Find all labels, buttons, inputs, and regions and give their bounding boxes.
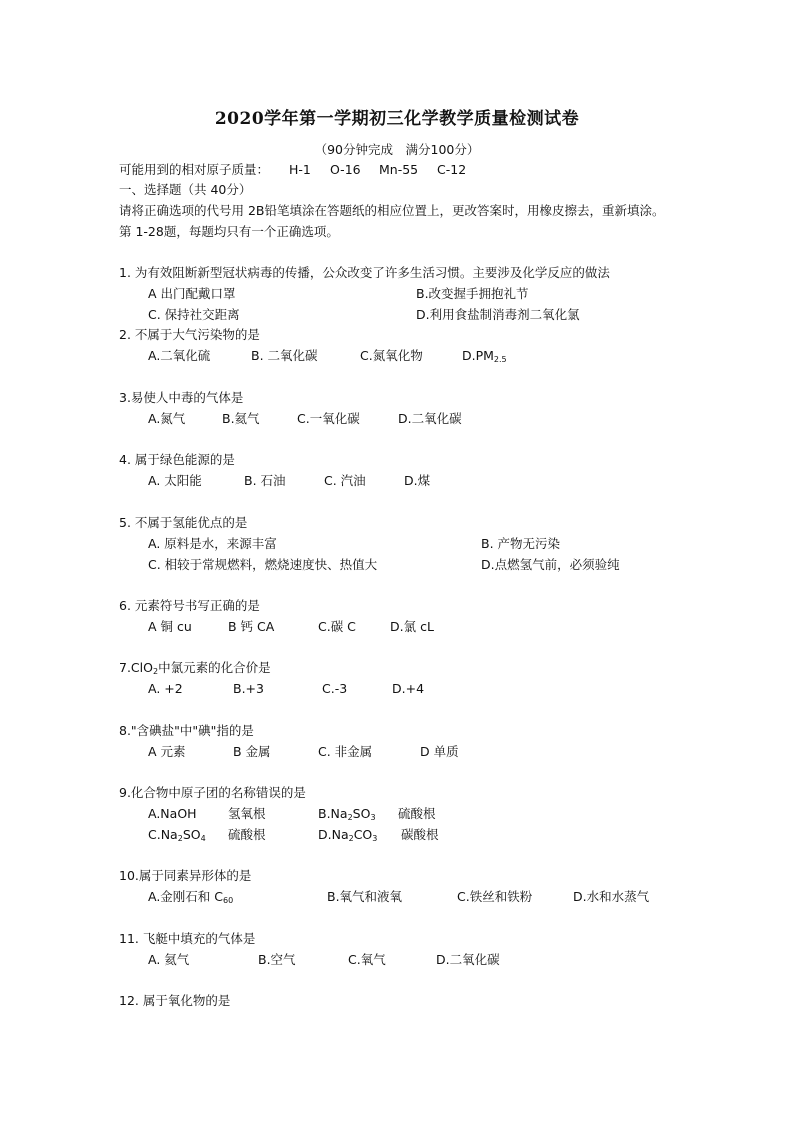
q9-d-sub1: 2	[348, 834, 354, 843]
q9-b-sub2: 3	[370, 813, 376, 822]
q2-option-a: A.二氧化硫	[148, 348, 211, 363]
q6-option-b: B 钙 CA	[228, 619, 275, 634]
q9-option-d-name: 碳酸根	[401, 827, 439, 842]
section-title: 一、选择题（共 40分）	[119, 182, 252, 197]
q9-b-part1: B.Na	[318, 806, 348, 821]
question-2-stem: 2. 不属于大气污染物的是	[119, 327, 260, 342]
q4-option-d: D.煤	[404, 473, 431, 488]
q3-option-d: D.二氧化碳	[398, 411, 462, 426]
q9-c-sub2: 4	[200, 834, 206, 843]
q3-option-c: C.一氧化碳	[297, 411, 360, 426]
q6-option-c: C.碳 C	[318, 619, 356, 634]
q10-option-b: B.氧气和液氧	[327, 889, 403, 904]
q9-option-d-formula	[318, 827, 377, 843]
q6-option-d: D.氯 cL	[390, 619, 434, 634]
question-7-stem	[119, 660, 271, 676]
q5-option-b: B. 产物无污染	[481, 536, 561, 551]
question-10-stem: 10.属于同素异形体的是	[119, 868, 252, 883]
atomic-mass-o: O-16	[330, 162, 361, 177]
q7-stem-formula: 7.ClO	[119, 660, 153, 675]
question-3-stem: 3.易使人中毒的气体是	[119, 390, 244, 405]
q11-option-b: B.空气	[258, 952, 296, 967]
q5-option-c: C. 相较于常规燃料，燃烧速度快、热值大	[148, 557, 378, 572]
q7-option-d: D.+4	[392, 681, 425, 696]
question-4-stem: 4. 属于绿色能源的是	[119, 452, 235, 467]
q9-option-b-formula	[318, 806, 376, 822]
q7-option-c: C.-3	[322, 681, 348, 696]
q9-b-part2: SO	[352, 806, 371, 821]
q9-d-part2: CO	[353, 827, 373, 842]
q8-option-b: B 金属	[233, 744, 271, 759]
atomic-mass-line	[119, 162, 269, 178]
q2-option-d-subscript: 2.5	[493, 355, 507, 364]
q2-option-d	[462, 348, 507, 364]
q10-a-text: A.金刚石和 C	[148, 889, 224, 904]
q9-c-part2: SO	[182, 827, 201, 842]
q11-option-d: D.二氧化碳	[436, 952, 500, 967]
q2-option-c: C.氮氧化物	[360, 348, 423, 363]
q9-c-part1: C.Na	[148, 827, 178, 842]
q9-d-sub2: 3	[372, 834, 378, 843]
q8-option-c: C. 非金属	[318, 744, 373, 759]
q5-option-a: A. 原料是水，来源丰富	[148, 536, 277, 551]
question-9-stem: 9.化合物中原子团的名称错误的是	[119, 785, 306, 800]
q1-option-a: A 出门配戴口罩	[148, 286, 236, 301]
q3-option-b: B.氦气	[222, 411, 260, 426]
q4-option-b: B. 石油	[244, 473, 286, 488]
q9-b-sub1: 2	[347, 813, 353, 822]
q2-option-b: B. 二氧化碳	[251, 348, 318, 363]
q9-option-a-name: 氢氧根	[228, 806, 266, 821]
q1-option-d: D.利用食盐制消毒剂二氧化氯	[416, 307, 580, 322]
question-6-stem: 6. 元素符号书写正确的是	[119, 598, 260, 613]
q10-option-a	[148, 889, 233, 905]
q9-option-a-formula: A.NaOH	[148, 806, 197, 821]
q6-option-a: A 铜 cu	[148, 619, 192, 634]
q9-option-c-name: 硫酸根	[228, 827, 266, 842]
q10-option-c: C.铁丝和铁粉	[457, 889, 533, 904]
q11-option-a: A. 氦气	[148, 952, 190, 967]
q9-d-part1: D.Na	[318, 827, 349, 842]
q4-option-a: A. 太阳能	[148, 473, 202, 488]
q10-a-subscript: 60	[223, 896, 234, 905]
atomic-mass-label: 可能用到的相对原子质量：	[119, 162, 270, 177]
q4-option-c: C. 汽油	[324, 473, 366, 488]
question-5-stem: 5. 不属于氢能优点的是	[119, 515, 248, 530]
q9-option-b-name: 硫酸根	[398, 806, 436, 821]
q7-option-b: B.+3	[233, 681, 264, 696]
atomic-mass-h: H-1	[289, 162, 311, 177]
question-12-stem: 12. 属于氧化物的是	[119, 993, 231, 1008]
q3-option-a: A.氮气	[148, 411, 186, 426]
q10-option-d: D.水和水蒸气	[573, 889, 650, 904]
q8-option-d: D 单质	[420, 744, 459, 759]
instructions: 请将正确选项的代号用 2B铅笔填涂在答题纸的相应位置上，更改答案时，用橡皮擦去，重新填涂。第 1-28题，每题均只有一个正确选项。	[119, 203, 665, 239]
q2-option-d-text: D.PM	[462, 348, 494, 363]
q1-option-b: B.改变握手拥抱礼节	[416, 286, 529, 301]
exam-subtitle: （90分钟完成 满分100分）	[314, 142, 480, 157]
q7-option-a: A. +2	[148, 681, 183, 696]
q1-option-c: C. 保持社交距离	[148, 307, 240, 322]
atomic-mass-mn: Mn-55	[379, 162, 419, 177]
question-1-stem: 1. 为有效阻断新型冠状病毒的传播，公众改变了许多生活习惯。主要涉及化学反应的做法	[119, 265, 610, 280]
atomic-mass-c: C-12	[437, 162, 467, 177]
q11-option-c: C.氧气	[348, 952, 386, 967]
q7-stem-text: 中氯元素的化合价是	[158, 660, 271, 675]
q5-option-d: D.点燃氢气前，必须验纯	[481, 557, 620, 572]
page-title: 2020学年第一学期初三化学教学质量检测试卷	[214, 109, 580, 129]
q7-stem-subscript: 2	[152, 667, 159, 676]
q8-option-a: A 元素	[148, 744, 186, 759]
question-8-stem: 8."含碘盐"中"碘"指的是	[119, 723, 254, 738]
question-11-stem: 11. 飞艇中填充的气体是	[119, 931, 256, 946]
q9-option-c-formula	[148, 827, 206, 843]
q9-c-sub1: 2	[177, 834, 183, 843]
